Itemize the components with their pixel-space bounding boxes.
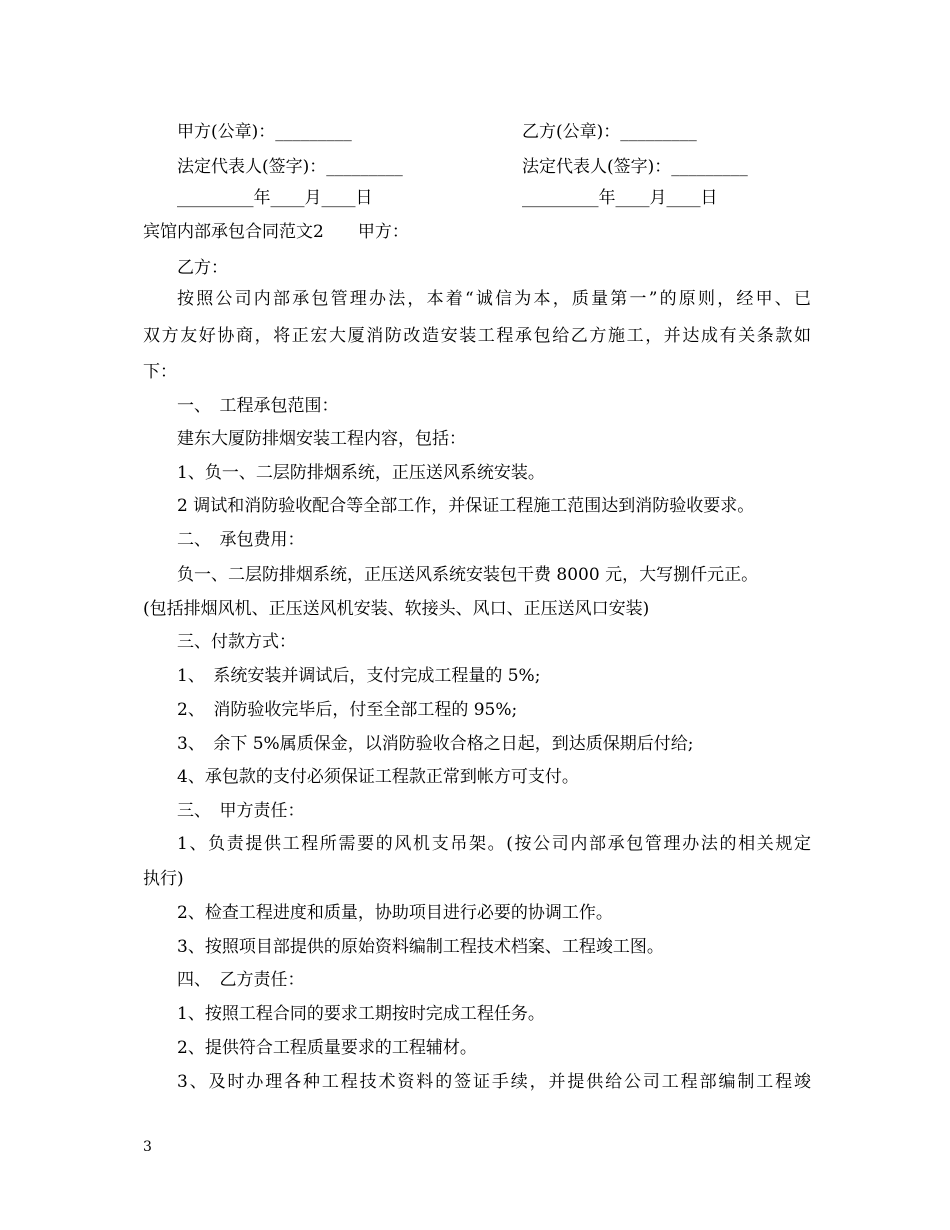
party-b-date: _________年____月____日 bbox=[522, 188, 718, 208]
paragraph: 1、负责提供工程所需要的风机支吊架。(按公司内部承包管理办法的相关规定 bbox=[177, 834, 811, 854]
section-heading: 三、 甲方责任： bbox=[177, 801, 305, 821]
page-number: 3 bbox=[143, 1139, 152, 1155]
paragraph: 2、提供符合工程质量要求的工程辅材。 bbox=[177, 1038, 477, 1058]
intro-paragraph-line: 下： bbox=[143, 362, 177, 382]
section-heading: 四、 乙方责任： bbox=[177, 970, 305, 990]
paragraph: 执行) bbox=[143, 869, 184, 889]
paragraph: 2、 消防验收完毕后，付至全部工程的 95%; bbox=[177, 700, 518, 720]
party-a-seal: 甲方(公章)：_________ bbox=[177, 122, 352, 142]
section-heading: 一、 工程承包范围： bbox=[177, 396, 339, 416]
paragraph: 负一、二层防排烟系统，正压送风系统安装包干费 8000 元，大写捌仟元正。 bbox=[177, 565, 759, 585]
section-heading: 三、付款方式： bbox=[177, 632, 296, 652]
paragraph: 2、检查工程进度和质量，协助项目进行必要的协调工作。 bbox=[177, 903, 613, 923]
party-b-representative: 法定代表人(签字)：_________ bbox=[522, 157, 748, 177]
section-heading: 二、 承包费用： bbox=[177, 530, 305, 550]
party-b-seal: 乙方(公章)：_________ bbox=[522, 122, 697, 142]
paragraph: 1、按照工程合同的要求工期按时完成工程任务。 bbox=[177, 1004, 545, 1024]
paragraph: 2 调试和消防验收配合等全部工作，并保证工程施工范围达到消防验收要求。 bbox=[177, 496, 755, 516]
intro-paragraph-line: 双方友好协商，将正宏大厦消防改造安装工程承包给乙方施工，并达成有关条款如 bbox=[143, 326, 811, 346]
party-a-date: _________年____月____日 bbox=[177, 188, 373, 208]
paragraph: 3、及时办理各种工程技术资料的签证手续，并提供给公司工程部编制工程竣 bbox=[177, 1072, 811, 1092]
paragraph: 4、承包款的支付必须保证工程款正常到帐方可支付。 bbox=[177, 767, 579, 787]
paragraph: 3、 余下 5%属质保金，以消防验收合格之日起，到达质保期后付给; bbox=[177, 734, 694, 754]
paragraph: 1、 系统安装并调试后，支付完成工程量的 5%; bbox=[177, 666, 541, 686]
paragraph: 建东大厦防排烟安装工程内容，包括： bbox=[177, 429, 466, 449]
party-b-label: 乙方： bbox=[177, 258, 228, 278]
party-a-representative: 法定代表人(签字)：_________ bbox=[177, 157, 403, 177]
intro-paragraph-line: 按照公司内部承包管理办法，本着“诚信为本，质量第一”的原则，经甲、已 bbox=[177, 289, 811, 309]
paragraph: 3、按照项目部提供的原始资料编制工程技术档案、工程竣工图。 bbox=[177, 937, 664, 957]
paragraph: (包括排烟风机、正压送风机安装、软接头、风口、正压送风口安装) bbox=[143, 599, 650, 619]
paragraph: 1、负一、二层防排烟系统，正压送风系统安装。 bbox=[177, 463, 545, 483]
contract-title: 宾馆内部承包合同范文2 甲方： bbox=[143, 222, 409, 242]
